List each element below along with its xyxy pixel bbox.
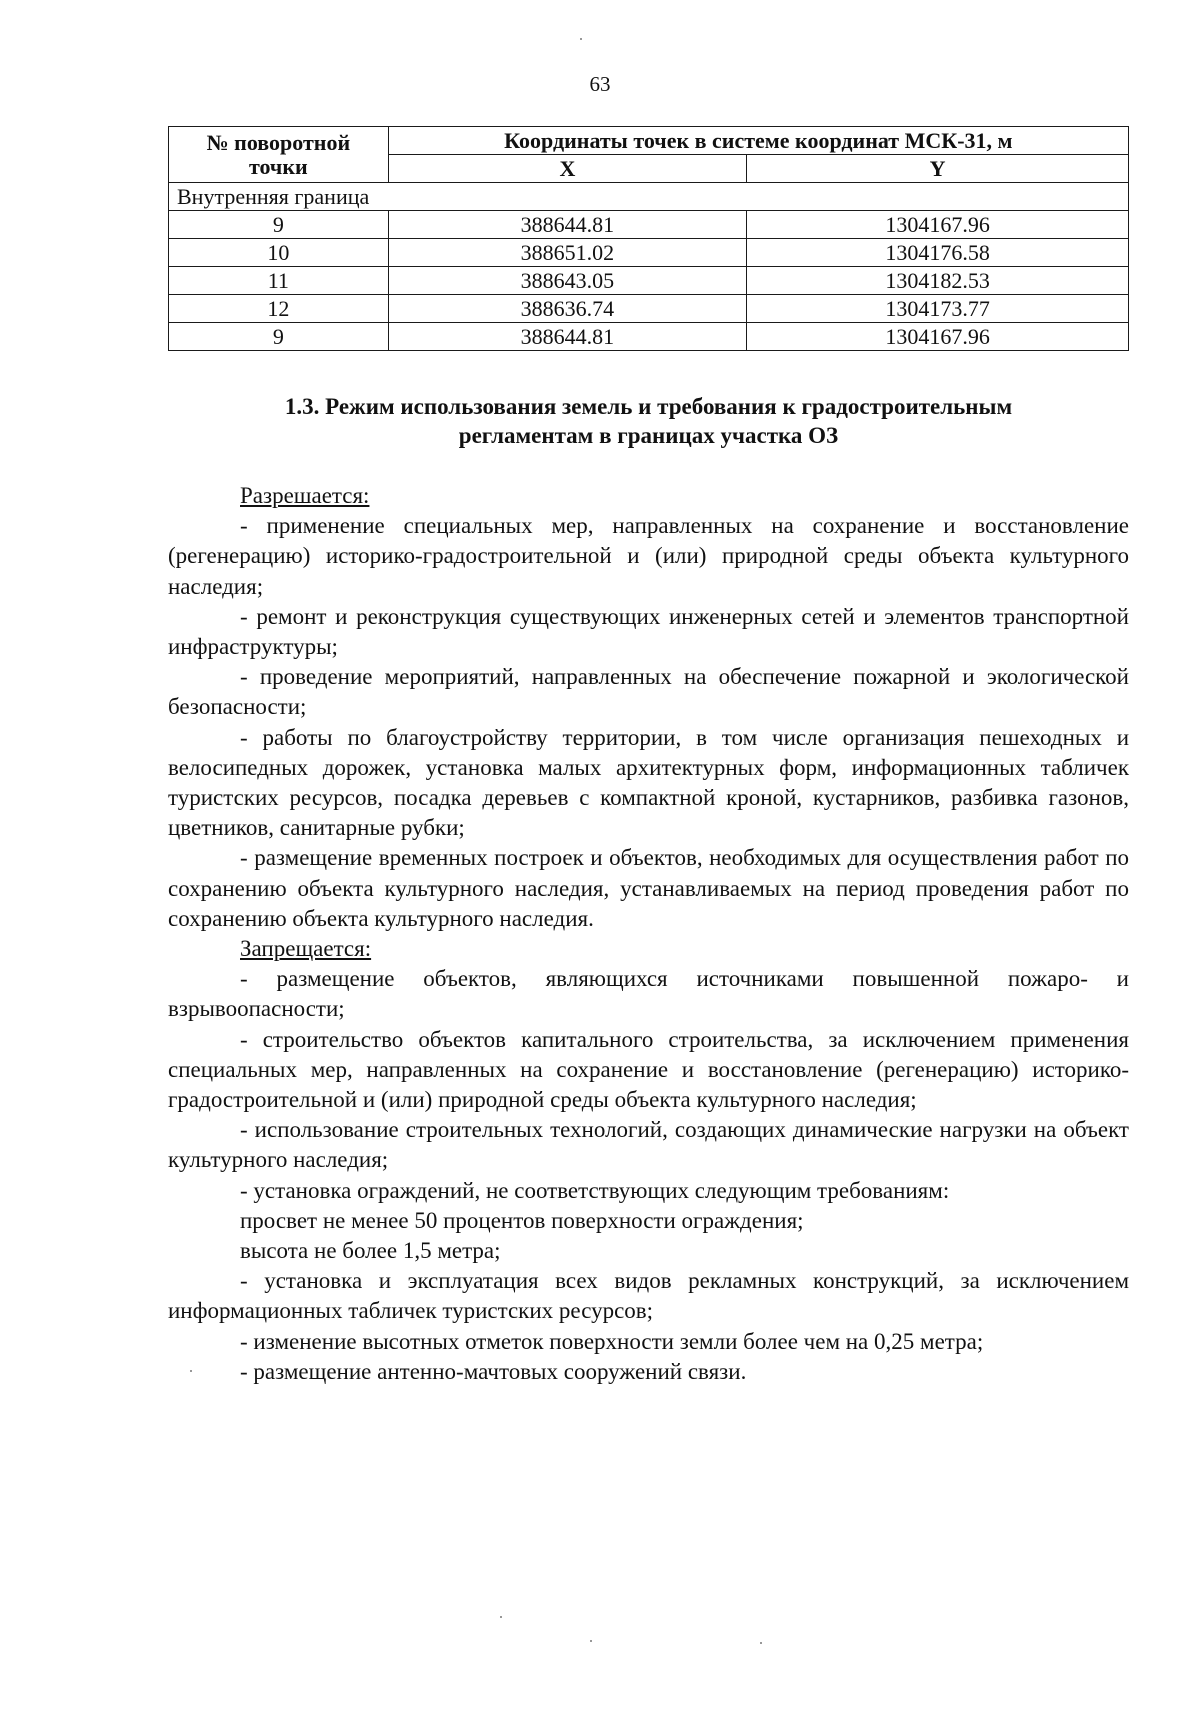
- table-row: [169, 239, 1129, 267]
- cell-x: 388643.05: [388, 267, 746, 295]
- cell-num: 9: [169, 323, 389, 351]
- forbidden-item: - установка ограждений, не соответствующих следующим требованиям:: [240, 1177, 950, 1203]
- header-x: X: [388, 155, 746, 183]
- coordinates-table: [168, 126, 1129, 351]
- scan-speck: [760, 1642, 762, 1644]
- page-number: 63: [589, 72, 611, 96]
- forbidden-item: - установка и эксплуатация всех видов рекламных конструкций, за исключением информационных табличек туристских ресурсов;: [168, 1268, 1129, 1324]
- table-row: [169, 211, 1129, 239]
- table-row: [169, 295, 1129, 323]
- cell-x: 388636.74: [388, 295, 746, 323]
- body-text: [168, 481, 1129, 1387]
- cell-y: 1304173.77: [747, 295, 1129, 323]
- forbidden-item: просвет не менее 50 процентов поверхности ограждения;: [240, 1207, 804, 1233]
- cell-num: 11: [169, 267, 389, 295]
- header-coordinates: Координаты точек в системе координат МСК-31, м: [388, 127, 1128, 155]
- scan-speck: [190, 1370, 192, 1372]
- cell-y: 1304182.53: [747, 267, 1129, 295]
- cell-x: 388644.81: [388, 323, 746, 351]
- table-row: [169, 267, 1129, 295]
- allowed-heading: Разрешается:: [240, 483, 370, 508]
- table-row: [169, 323, 1129, 351]
- forbidden-item: высота не более 1,5 метра;: [240, 1238, 501, 1264]
- header-point-number-line1: № поворотной: [206, 129, 351, 155]
- section-title: [168, 392, 1129, 450]
- section-title-line2: регламентам в границах участка ОЗ: [458, 423, 839, 448]
- scan-speck: [590, 1640, 592, 1642]
- forbidden-item: - изменение высотных отметок поверхности земли более чем на 0,25 метра;: [240, 1328, 984, 1354]
- cell-y: 1304167.96: [747, 323, 1129, 351]
- cell-x: 388644.81: [388, 211, 746, 239]
- allowed-item: - ремонт и реконструкция существующих инженерных сетей и элементов транспортной инфраструктуры;: [168, 603, 1129, 660]
- section-label: Внутренняя граница: [169, 183, 1129, 211]
- header-y: Y: [747, 155, 1129, 183]
- allowed-item: - проведение мероприятий, направленных на обеспечение пожарной и экологической безопасности;: [168, 664, 1129, 720]
- section-title-line1: 1.3. Режим использования земель и требования к градостроительным: [284, 394, 1013, 419]
- cell-num: 10: [169, 239, 389, 267]
- forbidden-item: - размещение объектов, являющихся источниками повышенной пожаро- и взрывоопасности;: [168, 966, 1129, 1022]
- cell-x: 388651.02: [388, 239, 746, 267]
- allowed-item: - работы по благоустройству территории, в том числе организация пешеходных и велосипедных дорожек, установка малых архитектурных форм, информационных табличек туристских ресурсов, посадка деревьев с компактной кроной, кустарников, разбивка газонов, цветников, санитарные рубки;: [168, 724, 1129, 841]
- forbidden-heading: Запрещается:: [240, 936, 372, 962]
- allowed-item: - размещение временных построек и объектов, необходимых для осуществления работ по сохранению объекта культурного наследия, устанавливаемых на период проведения работ по сохранению объекта культурного наследия.: [168, 845, 1129, 931]
- forbidden-item: - использование строительных технологий, создающих динамические нагрузки на объект культурного наследия;: [168, 1117, 1129, 1173]
- allowed-item: - применение специальных мер, направленных на сохранение и восстановление (регенерацию) историко-градостроительной и (или) природной среды объекта культурного наследия;: [168, 513, 1129, 599]
- table-header-row: [169, 127, 1129, 155]
- scan-speck: [580, 38, 582, 40]
- cell-num: 12: [169, 295, 389, 323]
- cell-y: 1304176.58: [747, 239, 1129, 267]
- forbidden-item: - размещение антенно-мачтовых сооружений связи.: [240, 1358, 747, 1384]
- header-point-number-line2: точки: [248, 153, 308, 179]
- cell-num: 9: [169, 211, 389, 239]
- header-point-number: [169, 127, 389, 183]
- scan-speck: [500, 1616, 502, 1618]
- table-section-row: [169, 183, 1129, 211]
- cell-y: 1304167.96: [747, 211, 1129, 239]
- forbidden-item: - строительство объектов капитального строительства, за исключением применения специальных мер, направленных на сохранение и восстановление (регенерацию) историко-градостроительной и (или) природной среды объекта культурного наследия;: [168, 1026, 1129, 1113]
